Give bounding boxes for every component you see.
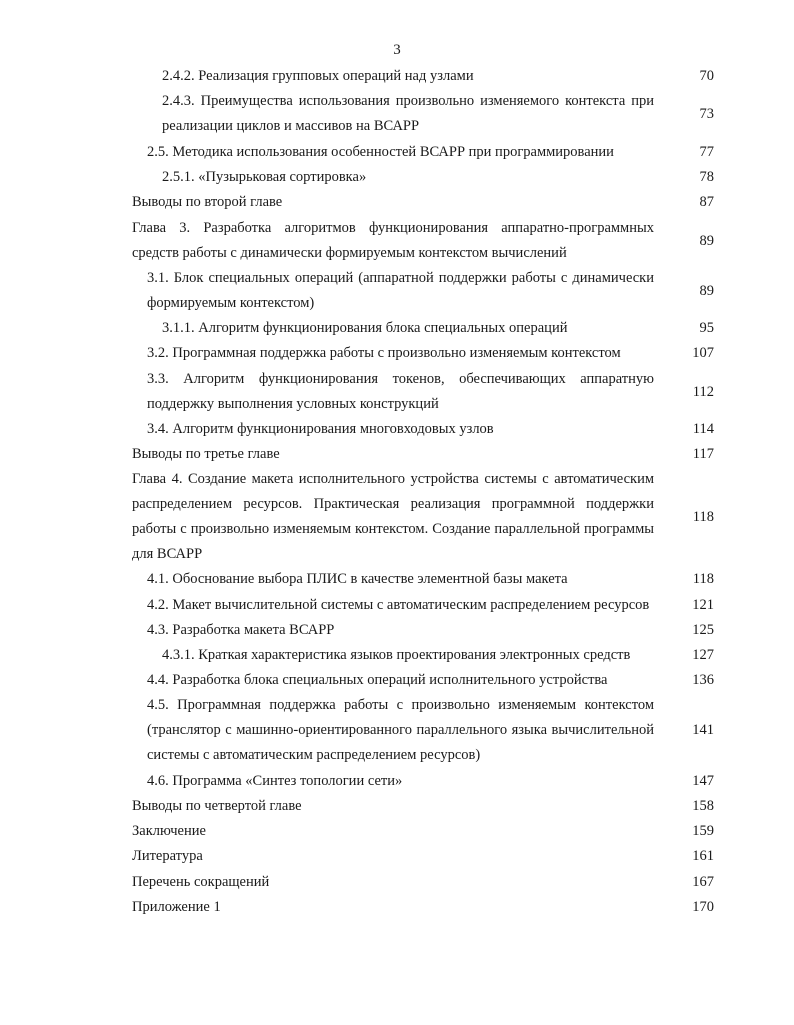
toc-entry-title: 2.5. Методика использования особенностей ВСАРР при программировании	[147, 144, 614, 160]
toc-entry	[147, 367, 714, 417]
toc-entry	[132, 442, 714, 467]
toc-entry-title: 4.3. Разработка макета ВСАРР	[147, 622, 335, 638]
toc-entry-page: 87	[699, 194, 714, 210]
toc-entry-page: 141	[692, 722, 714, 738]
toc-entry	[162, 316, 714, 341]
toc-entry-title: 4.3.1. Краткая характеристика языков проектирования электронных средств	[162, 647, 631, 663]
toc-entry-title: Приложение 1	[132, 899, 221, 915]
toc-entry-title: 4.5. Программная поддержка работы с произвольно изменяемым контекстом (транслятор с машинно-ориентированного параллельного языка вычислительной системы с автоматическим распределением ресурсов)	[147, 697, 654, 763]
toc-entry-title: 3.2. Программная поддержка работы с произвольно изменяемым контекстом	[147, 345, 621, 361]
toc-entry	[132, 190, 714, 215]
toc-entry	[147, 693, 714, 768]
toc-entry-page: 159	[692, 823, 714, 839]
page-number: 3	[393, 42, 401, 58]
toc-entry-title: 2.4.2. Реализация групповых операций над узлами	[162, 68, 474, 84]
toc-entry-title: 4.6. Программа «Синтез топологии сети»	[147, 773, 403, 789]
toc-entry	[147, 567, 714, 592]
toc-entry	[132, 216, 714, 266]
toc-entry	[132, 895, 714, 920]
toc-entry-title: 3.3. Алгоритм функционирования токенов, обеспечивающих аппаратную поддержку выполнения условных конструкций	[147, 371, 654, 412]
toc-entry-page: 95	[699, 320, 714, 336]
toc-entry-title: Глава 4. Создание макета исполнительного устройства системы с автоматическим распределением ресурсов. Практическая реализация программной поддержки работы с произвольно изменяемым контекстом. Создание параллельной программы для ВСАРР	[132, 471, 654, 562]
toc-entry-title: 3.4. Алгоритм функционирования многовходовых узлов	[147, 421, 494, 437]
toc-entry	[132, 844, 714, 869]
toc-entry-page: 78	[699, 169, 714, 185]
toc-entry-title: 3.1.1. Алгоритм функционирования блока специальных операций	[162, 320, 568, 336]
toc-entry-title: 2.5.1. «Пузырьковая сортировка»	[162, 169, 367, 185]
toc-entry	[162, 64, 714, 89]
toc-entry-title: Глава 3. Разработка алгоритмов функционирования аппаратно-программных средств работы с динамически формируемым контекстом вычислений	[132, 220, 654, 261]
toc-entry-title: 4.2. Макет вычислительной системы с автоматическим распределением ресурсов	[147, 597, 650, 613]
toc-entry-page: 118	[692, 508, 714, 525]
toc-entry-page: 89	[699, 282, 714, 299]
toc-entry-page: 77	[699, 144, 714, 160]
toc-entry-page: 112	[692, 383, 714, 400]
toc-entry-page: 89	[699, 232, 714, 249]
toc-entry	[132, 819, 714, 844]
toc-entry	[162, 89, 714, 139]
toc-entry-title: Литература	[132, 848, 203, 864]
toc-entry	[162, 643, 714, 668]
toc-entry	[147, 593, 714, 618]
toc-entry-page: 117	[692, 446, 714, 462]
toc-entry	[162, 165, 714, 190]
toc-entry-page: 118	[692, 571, 714, 587]
toc-entry-page: 136	[692, 672, 714, 688]
toc-entry-page: 127	[692, 647, 714, 663]
toc-entry	[147, 341, 714, 366]
toc-entry	[147, 618, 714, 643]
toc-entry	[147, 417, 714, 442]
toc-entry-page: 114	[692, 421, 714, 437]
toc-entry	[147, 266, 714, 316]
toc-entry	[132, 794, 714, 819]
toc-entry-page: 70	[699, 68, 714, 84]
toc-entry-title: Заключение	[132, 823, 206, 839]
toc-entry	[132, 467, 714, 567]
toc-entry-title: 3.1. Блок специальных операций (аппаратной поддержки работы с динамически формируемым контекстом)	[147, 270, 654, 311]
toc-entry-page: 107	[692, 345, 714, 361]
toc-entry-page: 125	[692, 622, 714, 638]
toc-entry-page: 147	[692, 773, 714, 789]
toc-entry-title: Выводы по четвертой главе	[132, 798, 302, 814]
toc-entry	[147, 769, 714, 794]
toc-entry-title: Перечень сокращений	[132, 874, 270, 890]
toc-entry-title: Выводы по второй главе	[132, 194, 283, 210]
toc-entry-page: 121	[692, 597, 714, 613]
toc-entry-page: 167	[692, 874, 714, 890]
toc-entry-title: 4.4. Разработка блока специальных операций исполнительного устройства	[147, 672, 608, 688]
toc-entry-page: 161	[692, 848, 714, 864]
toc-entry-title: 2.4.3. Преимущества использования произвольно изменяемого контекста при реализации циклов и массивов на ВСАРР	[162, 93, 654, 134]
toc-entry-page: 73	[699, 105, 714, 122]
toc-entry	[147, 140, 714, 165]
toc-entry-page: 158	[692, 798, 714, 814]
toc-entry-title: 4.1. Обоснование выбора ПЛИС в качестве элементной базы макета	[147, 571, 568, 587]
toc-entry-title: Выводы по третье главе	[132, 446, 280, 462]
toc-entry	[147, 668, 714, 693]
toc-entry	[132, 870, 714, 895]
toc-entry-page: 170	[692, 899, 714, 915]
